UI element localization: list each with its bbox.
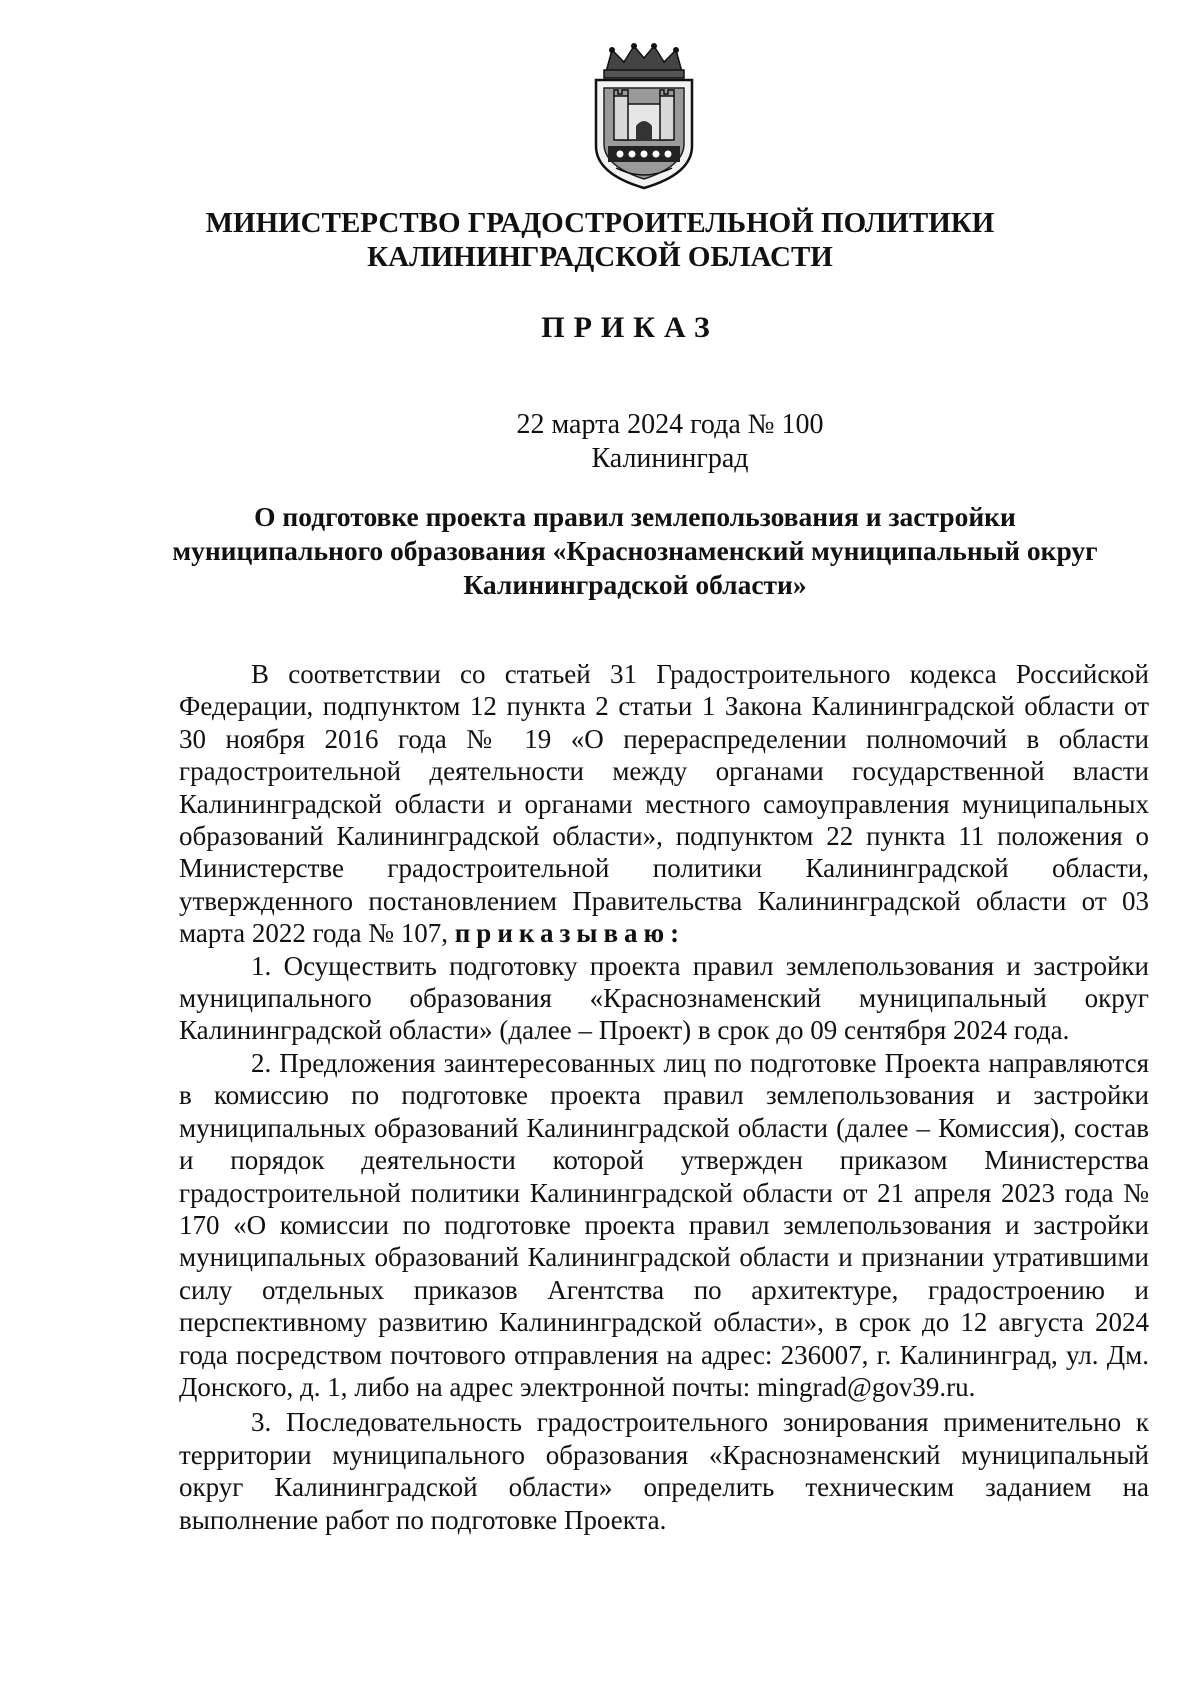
date-number: 22 марта 2024 года № 100 bbox=[516, 409, 824, 440]
order-body bbox=[179, 658, 1149, 1536]
document-type-title: ПРИКАЗ bbox=[541, 311, 719, 344]
city: Калининград bbox=[591, 443, 749, 474]
subject-line-1: О подготовке проекта правил землепользования и застройки bbox=[254, 501, 1016, 532]
order-word: приказываю: bbox=[454, 918, 686, 949]
item-3-paragraph: 3. Последовательность градостроительного зонирования применительно к территории муниципального образования «Краснознаменский муниципальный округ Калининградской области» определить техническим заданием на выполнение работ по подготовке Проекта. bbox=[179, 1407, 1149, 1535]
ministry-line-2: КАЛИНИНГРАДСКОЙ ОБЛАСТИ bbox=[367, 241, 833, 273]
preamble-text: В соответствии со статьей 31 Градостроительного кодекса Российской Федерации, подпунктом 12 пункта 2 статьи 1 Закона Калининградской области от 30 ноября 2016 года № 19 «О перераспределении полномочий в области градостроительной деятельности между органами государственной власти Калининградской области и органами местного самоуправления муниципальных образований Калининградской области», подпунктом 22 пункта 11 положения о Министерстве градостроительной политики Калининградской области, утвержденного постановлением Правительства Калининградской области от 03 марта 2022 года № 107, bbox=[179, 659, 1149, 949]
preamble-paragraph bbox=[179, 658, 1149, 950]
item-2-paragraph: 2. Предложения заинтересованных лиц по подготовке Проекта направляются в комиссию по подготовке проекта правил землепользования и застройки муниципальных образований Калининградской области (далее – Комиссия), состав и порядок деятельности которой утвержден приказом Министерства градостроительной политики Калининградской области от 21 апреля 2023 года № 170 «О комиссии по подготовке проекта правил землепользования и застройки муниципальных образований Калининградской области и признании утратившими силу отдельных приказов Агентства по архитектуре, градостроению и перспективному развитию Калининградской области», в срок до 12 августа 2024 года посредством почтового отправления на адрес: 236007, г. Калининград, ул. Дм. Донского, д. 1, либо на адрес электронной почты: mingrad@gov39.ru. bbox=[179, 1047, 1149, 1402]
date-and-city bbox=[450, 408, 890, 476]
subject-line-2: муниципального образования «Краснознаменский муниципальный округ bbox=[172, 535, 1098, 566]
subject-line-3: Калининградской области» bbox=[463, 569, 807, 600]
ministry-name bbox=[150, 206, 1050, 274]
order-subject bbox=[160, 500, 1110, 602]
coat-of-arms-icon bbox=[578, 42, 710, 192]
ministry-line-1: МИНИСТЕРСТВО ГРАДОСТРОИТЕЛЬНОЙ ПОЛИТИКИ bbox=[205, 207, 995, 239]
item-1-paragraph: 1. Осуществить подготовку проекта правил землепользования и застройки муниципального образования «Краснознаменский муниципальный округ Калининградской области» (далее – Проект) в срок до 09 сентября 2024 года. bbox=[179, 950, 1149, 1046]
